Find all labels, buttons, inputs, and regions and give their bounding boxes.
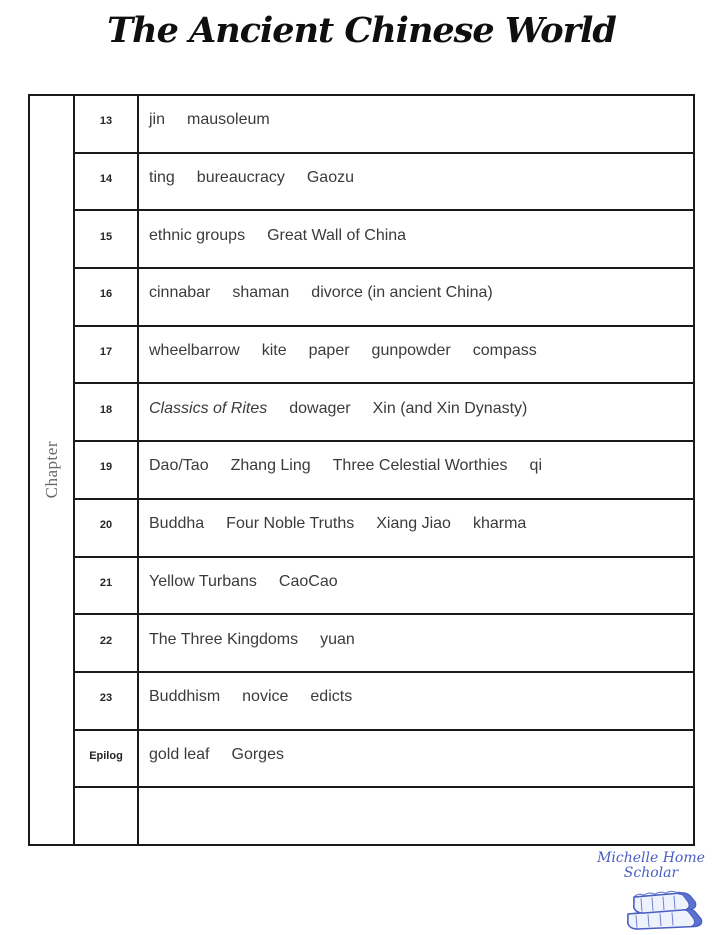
table-row [75,673,693,731]
table-row [75,211,693,269]
vocab-term: Yellow Turbans [149,572,257,590]
table-row [75,731,693,789]
books-icon [621,883,709,931]
chapter-number: 14 [75,154,139,210]
table-row [75,500,693,558]
vocab-term: The Three Kingdoms [149,630,299,648]
chapter-side-cell [30,96,75,844]
chapter-number: 22 [75,615,139,671]
vocab-term: edicts [310,688,353,706]
terms-cell [139,500,693,556]
vocab-term: Three Celestial Worthies [332,457,508,475]
vocab-term: qi [529,457,542,475]
terms-cell [139,615,693,671]
chapter-number [75,788,139,844]
vocab-term: Gaozu [306,169,354,187]
vocab-term: compass [472,342,537,360]
vocab-term: CaoCao [278,572,338,590]
terms-cell [139,96,693,152]
terms-cell [139,154,693,210]
terms-cell [139,558,693,614]
terms-cell [139,384,693,440]
chapter-number: 23 [75,673,139,729]
table-row [75,558,693,616]
table-row [75,154,693,212]
vocab-term: dowager [289,399,351,417]
chapter-number: 13 [75,96,139,152]
page-title: The Ancient Chinese World [107,10,616,51]
table-row [75,96,693,154]
chapter-number: 17 [75,327,139,383]
watermark-text-line1: Michelle Home [597,850,705,866]
table-row [75,327,693,385]
terms-cell [139,731,693,787]
vocab-term: kharma [472,515,527,533]
vocab-term: Xiang Jiao [376,515,451,533]
chapter-number: 15 [75,211,139,267]
vocab-term: gold leaf [149,745,210,763]
vocab-term: Xin (and Xin Dynasty) [372,399,528,417]
terms-cell [139,327,693,383]
terms-cell [139,269,693,325]
terms-cell [139,673,693,729]
vocab-term: kite [261,342,287,360]
table-row [75,788,693,844]
vocab-term: Great Wall of China [267,226,407,244]
terms-cell [139,788,693,844]
vocab-term: shaman [232,284,290,302]
vocab-term: Buddhism [149,688,221,706]
vocab-term: gunpowder [371,342,451,360]
chapter-number: 16 [75,269,139,325]
chapter-number: 20 [75,500,139,556]
vocab-term: Dao/Tao [149,457,209,475]
vocab-term: Gorges [231,745,284,763]
vocab-term: Classics of Rites [149,399,268,417]
terms-cell [139,211,693,267]
vocab-term: Zhang Ling [230,457,311,475]
vocab-term: ethnic groups [149,226,246,244]
chapter-number: 18 [75,384,139,440]
table-row [75,615,693,673]
table-row [75,442,693,500]
terms-cell [139,442,693,498]
vocab-term: novice [242,688,289,706]
table-row [75,384,693,442]
vocab-term: mausoleum [187,111,270,129]
vocab-term: wheelbarrow [149,342,240,360]
chapter-side-label: Chapter [41,441,61,499]
table-rows [75,96,693,844]
watermark [591,851,711,931]
vocab-term: cinnabar [149,284,211,302]
vocab-term: jin [149,111,166,129]
vocab-term: Buddha [149,515,205,533]
vocab-term: ting [149,169,175,187]
vocab-term: paper [308,342,350,360]
vocab-term: Four Noble Truths [226,515,355,533]
vocab-term: yuan [320,630,355,648]
chapter-number: 19 [75,442,139,498]
chapter-number: 21 [75,558,139,614]
chapter-vocabulary-table [28,94,695,846]
watermark-text-line2: Scholar [623,865,679,881]
vocab-term: bureaucracy [196,169,285,187]
chapter-number: Epilog [75,731,139,787]
vocab-term: divorce (in ancient China) [311,284,493,302]
table-row [75,269,693,327]
